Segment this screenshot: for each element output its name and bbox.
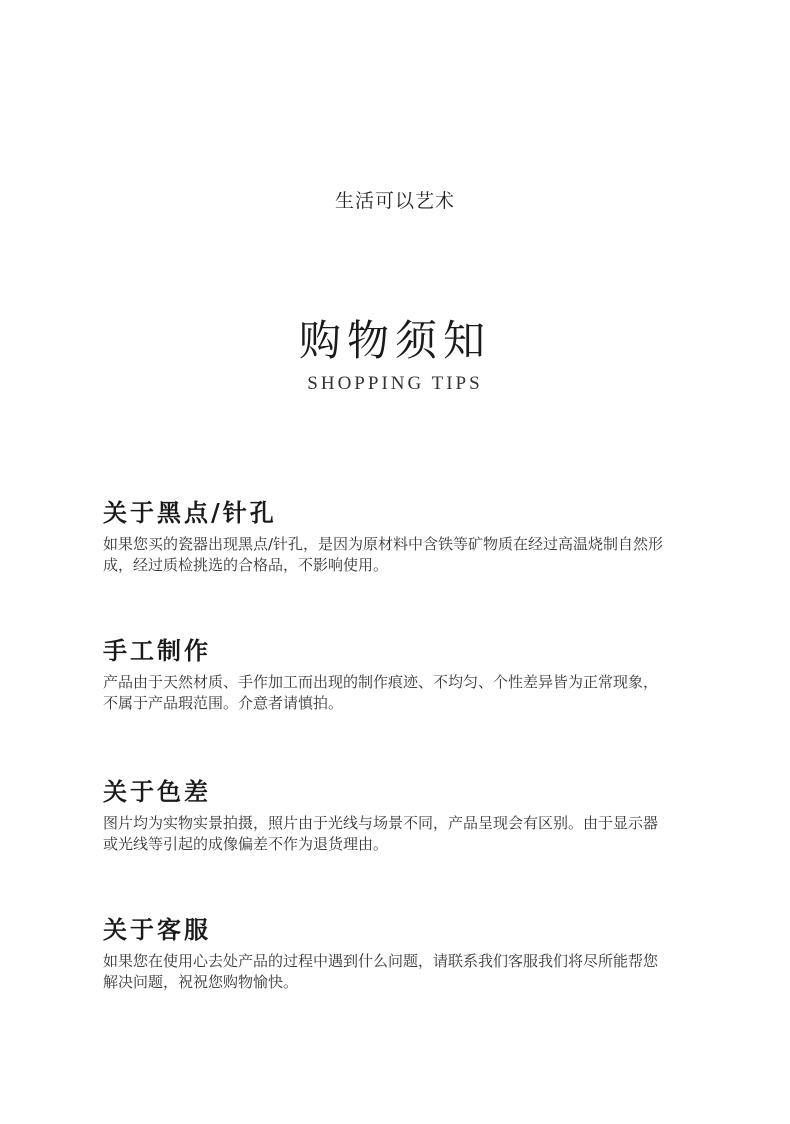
page-subtitle: SHOPPING TIPS xyxy=(307,373,483,394)
page-title: 购物须知 xyxy=(298,316,491,365)
section-body: 产品由于天然材质、手作加工而出现的制作痕迹、不均匀、个性差异皆为正常现象，不属于产品瑕范围。介意者请慎拍。 xyxy=(103,673,659,712)
section-black-spots xyxy=(103,498,703,576)
section-heading: 关于客服 xyxy=(103,915,211,944)
tagline: 生活可以艺术 xyxy=(334,190,455,212)
section-heading: 手工制作 xyxy=(103,636,211,665)
section-heading: 关于色差 xyxy=(103,777,211,806)
section-heading: 关于黑点/针孔 xyxy=(103,498,277,527)
section-body: 如果您在使用心去处产品的过程中遇到什么问题，请联系我们客服我们将尽所能帮您解决问题，祝祝您购物愉快。 xyxy=(103,952,659,991)
section-body: 如果您买的瓷器出现黑点/针孔，是因为原材料中含铁等矿物质在经过高温烧制自然形成，经过质检挑选的合格品，不影响使用。 xyxy=(103,535,664,574)
section-handmade xyxy=(103,636,703,714)
section-body: 图片均为实物实景拍摄，照片由于光线与场景不同，产品呈现会有区别。由于显示器或光线等引起的成像偏差不作为退货理由。 xyxy=(103,814,659,853)
section-customer-service xyxy=(103,915,703,993)
section-color-difference xyxy=(103,777,703,855)
